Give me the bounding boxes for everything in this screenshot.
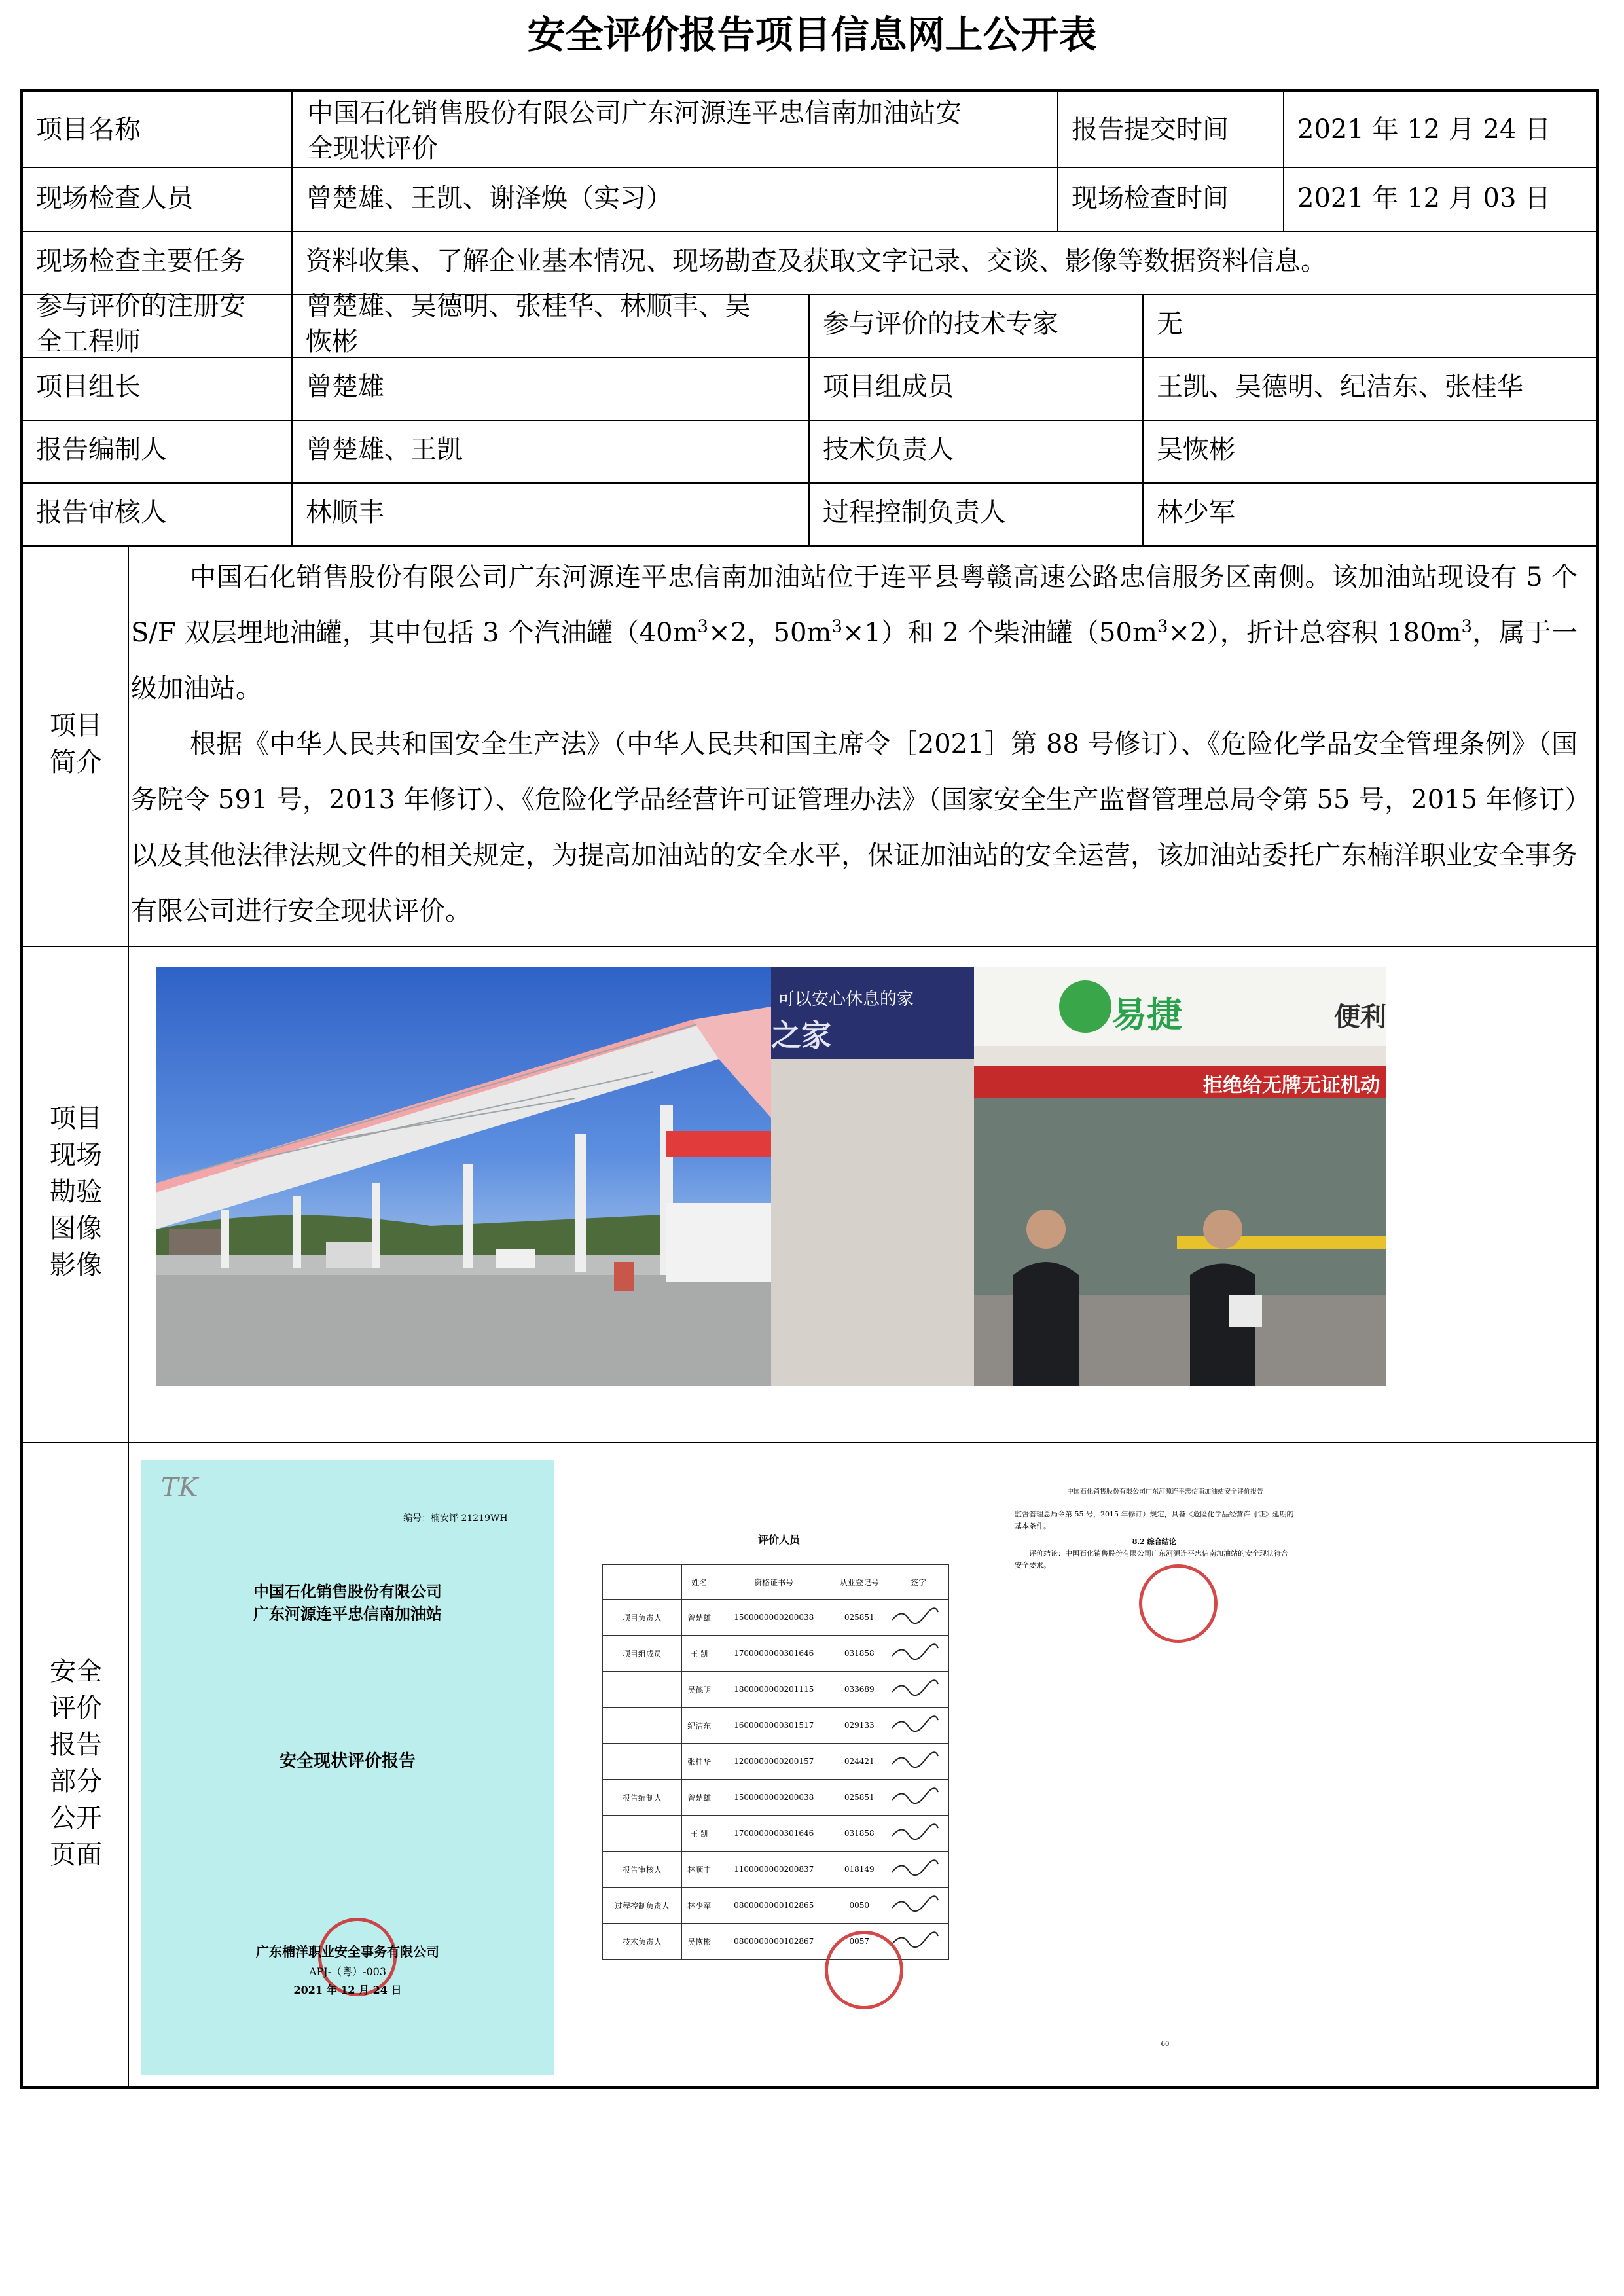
staff-table-cell: 王 凯 [681,1636,717,1672]
leader-label: 项目组长 [36,372,141,402]
signature-cell [888,1852,949,1888]
sign-text-2: 之家 [771,1018,831,1053]
members-label: 项目组成员 [823,372,954,402]
staff-table-cell: 技术负责人 [603,1924,682,1960]
signature-scribble [889,1643,941,1662]
staff-table-cell [603,1708,682,1744]
signature-scribble [889,1751,941,1770]
compiler: 曾楚雄、王凯 [306,435,463,465]
tasks: 资料收集、了解企业基本情况、现场勘查及获取文字记录、交谈、影像等数据资料信息。 [306,246,1327,276]
signature-cell [888,1672,949,1708]
tech-lead-label: 技术负责人 [823,435,954,465]
submit-time: 2021 年 12 月 24 日 [1297,115,1551,145]
report-cover-scan [141,1460,554,2075]
signature-cell [888,1816,949,1852]
cover-handmark: TK [161,1473,198,1503]
staff-signature-scan [576,1460,982,2075]
experts: 无 [1157,309,1183,339]
sign-text-1: 可以安心休息的家 [778,990,914,1009]
staff-table-row [603,1816,949,1852]
signature-cell [888,1708,949,1744]
conclusion-page-number: 60 [1161,2041,1170,2048]
intro-text [131,550,1578,939]
project-name [293,92,1055,167]
staff-table-header: 资格证书号 [717,1565,831,1600]
project-name-line1: 中国石化销售股份有限公司广东河源连平忠信南加油站安 [307,98,962,128]
leader: 曾楚雄 [306,372,384,402]
intro-paragraph-1: 中国石化销售股份有限公司广东河源连平忠信南加油站位于连平县粤赣高速公路忠信服务区南侧。该加油站现设有 5 个 S/F 双层埋地油罐，其中包括 3 个汽油罐（$40m^3\times 2$，$50m^3\times 1$）和 2 个柴油罐$(50m^3\times 2)$，折计总容积 $180m^3$，属于一级加油站。 [131,562,1578,704]
staff-table-row [603,1888,949,1924]
cover-org: 广东楠洋职业安全事务有限公司 [256,1944,439,1960]
staff-table-cell: 过程控制负责人 [603,1888,682,1924]
intro-label: 项目 简介 [50,711,102,778]
members: 王凯、吴德明、纪洁东、张桂华 [1157,372,1523,402]
tech-lead: 吴恢彬 [1157,435,1235,465]
signature-cell [888,1888,949,1924]
conclusion-seal [1139,1564,1218,1643]
cover-cert: APJ-（粤）-003 [308,1965,387,1978]
staff-table-cell: 031858 [831,1816,888,1852]
staff-table-cell: 0800000000102865 [717,1888,831,1924]
photos-label: 项目 现场 勘验 图像 影像 [50,1103,102,1280]
staff-table-cell: 报告审核人 [603,1852,682,1888]
staff-table-cell: 报告编制人 [603,1780,682,1816]
staff-table-cell: 1600000000301517 [717,1708,831,1744]
staff-title: 评价人员 [757,1534,800,1546]
signature-scribble [889,1859,941,1878]
staff-table-row [603,1744,949,1780]
inspectors: 曾楚雄、王凯、谢泽焕（实习） [306,183,672,213]
process-lead: 林少军 [1157,497,1235,528]
staff-table-cell: 纪洁东 [681,1708,717,1744]
staff-table-cell: 林少军 [681,1888,717,1924]
staff-table-cell: 1700000000301646 [717,1636,831,1672]
staff-at-store-photo [771,967,1386,1386]
experts-label: 参与评价的技术专家 [823,309,1058,339]
reviewer: 林顺丰 [306,497,384,528]
staff-table-row [603,1600,949,1636]
staff-table-cell: 0057 [831,1924,888,1960]
staff-table-cell: 0050 [831,1888,888,1924]
process-lead-label: 过程控制负责人 [823,497,1006,528]
inspect-time-label: 现场检查时间 [1072,183,1229,213]
staff-table-cell: 1100000000200837 [717,1852,831,1888]
signature-scribble [889,1895,941,1914]
staff-table-row [603,1636,949,1672]
staff-table-cell: 吴恢彬 [681,1924,717,1960]
staff-table-cell: 项目组成员 [603,1636,682,1672]
inspect-time: 2021 年 12 月 03 日 [1297,183,1551,213]
staff-table-cell: 033689 [831,1672,888,1708]
staff-table-cell: 吴德明 [681,1672,717,1708]
shop-brand: 易捷 [1111,994,1182,1035]
staff-table-cell: 曾楚雄 [681,1600,717,1636]
staff-table-cell: 张桂华 [681,1744,717,1780]
signature-scribble [889,1931,941,1950]
signature-cell [888,1780,949,1816]
staff-table-header: 从业登记号 [831,1565,888,1600]
conclusion-header: 中国石化销售股份有限公司广东河源连平忠信南加油站安全评价报告 [1015,1486,1316,1499]
staff-table-row [603,1852,949,1888]
compiler-label: 报告编制人 [36,435,167,465]
cover-code: 编号：楠安评 21219WH [403,1513,508,1524]
engineers-label: 参与评价的注册安 全工程师 [36,291,245,357]
cover-date: 2021 年 12 月 24 日 [293,1984,402,1996]
staff-table-header [603,1565,682,1600]
cover-company: 中国石化销售股份有限公司 广东河源连平忠信南加油站 [253,1582,442,1623]
signature-cell [888,1744,949,1780]
staff-table-cell: 曾楚雄 [681,1780,717,1816]
project-name-label: 项目名称 [36,115,141,145]
conclusion-scan [995,1460,1335,2049]
staff-table-cell: 1200000000200157 [717,1744,831,1780]
page-title: 安全评价报告项目信息网上公开表 [527,12,1097,57]
staff-table-cell: 1700000000301646 [717,1816,831,1852]
staff-table-cell: 王 凯 [681,1816,717,1852]
staff-table-cell [603,1744,682,1780]
staff-table-row [603,1708,949,1744]
shop-banner: 拒绝给无牌无证机动 [1203,1074,1380,1097]
cover-report-title: 安全现状评价报告 [279,1751,416,1771]
staff-table-cell: 029133 [831,1708,888,1744]
staff-table-header: 签字 [888,1565,949,1600]
staff-table-row [603,1672,949,1708]
staff-table-cell: 1800000000201115 [717,1672,831,1708]
signature-scribble [889,1607,941,1626]
staff-table-cell: 林顺丰 [681,1852,717,1888]
signature-scribble [889,1787,941,1806]
staff-table-cell: 项目负责人 [603,1600,682,1636]
signature-cell [888,1600,949,1636]
staff-table-cell: 018149 [831,1852,888,1888]
gas-station-canopy-photo [156,967,771,1386]
reviewer-label: 报告审核人 [36,497,167,528]
signature-scribble [889,1679,941,1698]
staff-table-header: 姓名 [681,1565,717,1600]
inspectors-label: 现场检查人员 [36,183,193,213]
staff-table-row [603,1780,949,1816]
docs-label: 安全 评价 报告 部分 公开 页面 [50,1657,102,1870]
intro-paragraph-2: 根据《中华人民共和国安全生产法》（中华人民共和国主席令［2021］第 88 号修订）、《危险化学品安全管理条例》（国务院令 591 号，2013 年修订）、《危险化学品经营许可证管理办法》（国家安全生产监督管理总局令第 55 号，2015 年修订）以及其他法律法规文件的相关规定，为提高加油站的安全水平，保证加油站的安全运营，该加油站委托广东楠洋职业安全事务有限公司进行安全现状评价。 [131,729,1578,926]
project-name-line2: 全现状评价 [307,134,438,164]
staff-table-cell: 1500000000200038 [717,1780,831,1816]
staff-table-cell: 0800000000102867 [717,1924,831,1960]
staff-seal [825,1931,903,2009]
signature-scribble [889,1715,941,1734]
submit-time-label: 报告提交时间 [1072,115,1229,145]
shop-brand-2: 便利 [1334,1002,1386,1032]
staff-table-cell: 024421 [831,1744,888,1780]
signature-scribble [889,1823,941,1842]
staff-table [602,1564,949,1960]
staff-table-cell: 031858 [831,1636,888,1672]
staff-table-cell: 025851 [831,1600,888,1636]
conclusion-body: 监督管理总局令第 55 号，2015 年修订）规定，具备《危险化学品经营许可证》延期的 基本条件。 8.2 综合结论 评价结论：中国石化销售股份有限公司广东河源连平忠信南加油站的安全现状符合 安全要求。 [1015,1510,1294,1570]
staff-table-cell: 1500000000200038 [717,1600,831,1636]
staff-table-cell [603,1816,682,1852]
staff-table-cell: 025851 [831,1780,888,1816]
tasks-label: 现场检查主要任务 [36,246,245,276]
signature-cell [888,1636,949,1672]
engineers: 曾楚雄、吴德明、张桂华、林顺丰、吴 恢彬 [306,291,751,357]
staff-table-cell [603,1672,682,1708]
